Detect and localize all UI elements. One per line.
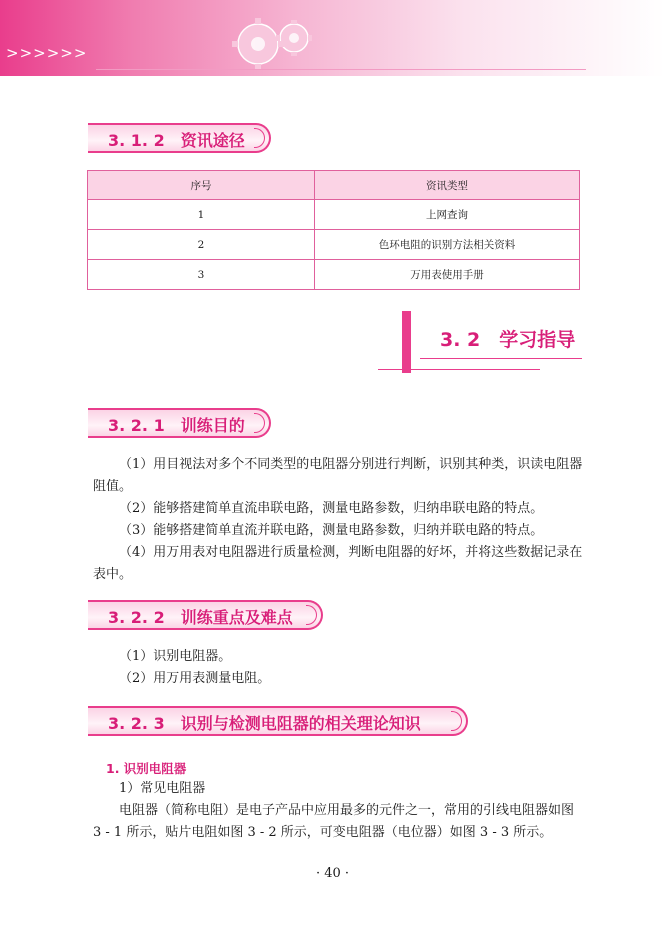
gear-icon — [220, 14, 330, 74]
column-header: 资讯类型 — [315, 171, 580, 200]
section-tab-3-2-3 — [88, 706, 468, 736]
goal-paragraph: （4）用万用表对电阻器进行质量检测，判断电阻器的好坏，并将这些数据记录在表中。 — [93, 545, 583, 582]
chapter-heading — [402, 311, 582, 373]
table-header-row — [88, 171, 580, 200]
section-title: 3. 2. 1 训练目的 — [108, 416, 245, 435]
chapter-rule — [420, 358, 582, 359]
goal-paragraph: （3）能够搭建简单直流并联电路，测量电路参数，归纳并联电路的特点。 — [119, 523, 544, 538]
body-paragraph: 电阻器（简称电阻）是电子产品中应用最多的元件之一，常用的引线电阻器如图 3 - 1 所示，贴片电阻如图 3 - 2 所示，可变电阻器（电位器）如图 3 - 3 所示。 — [93, 803, 575, 840]
chapter-bar — [402, 311, 411, 373]
subsubsection-heading: 1）常见电阻器 — [119, 781, 206, 796]
section-tab-3-2-2 — [88, 600, 323, 630]
table-cell: 2 — [88, 230, 315, 260]
column-header: 序号 — [88, 171, 315, 200]
page-number: · 40 · — [315, 866, 350, 881]
table-cell: 1 — [88, 200, 315, 230]
section-tab-3-1-2 — [88, 123, 271, 153]
goal-paragraph: （1）用目视法对多个不同类型的电阻器分别进行判断，识别其种类，识读电阻器阻值。 — [93, 457, 583, 494]
goal-paragraph: （2）能够搭建简单直流串联电路，测量电路参数，归纳串联电路的特点。 — [119, 501, 544, 516]
table-cell: 万用表使用手册 — [315, 260, 580, 290]
keypoint-item: （2）用万用表测量电阻。 — [119, 671, 271, 686]
section-tab-3-2-1 — [88, 408, 271, 438]
section-title: 3. 2. 2 训练重点及难点 — [108, 608, 293, 627]
table-row — [88, 260, 580, 290]
table-row — [88, 230, 580, 260]
info-sources-table — [87, 170, 580, 290]
header-rule — [96, 69, 586, 70]
section-title: 3. 2. 3 识别与检测电阻器的相关理论知识 — [108, 714, 421, 733]
arrows-decoration: >>>>>> — [6, 44, 88, 62]
chapter-title: 3. 2 学习指导 — [440, 329, 576, 351]
section-title: 3. 1. 2 资讯途径 — [108, 131, 245, 150]
subsection-heading: 1. 识别电阻器 — [106, 761, 187, 776]
page-header-banner — [0, 0, 665, 76]
table-cell: 色环电阻的识别方法相关资料 — [315, 230, 580, 260]
table-cell: 上网查询 — [315, 200, 580, 230]
table-cell: 3 — [88, 260, 315, 290]
chapter-rule — [378, 369, 540, 370]
keypoint-item: （1）识别电阻器。 — [119, 649, 232, 664]
table-row — [88, 200, 580, 230]
